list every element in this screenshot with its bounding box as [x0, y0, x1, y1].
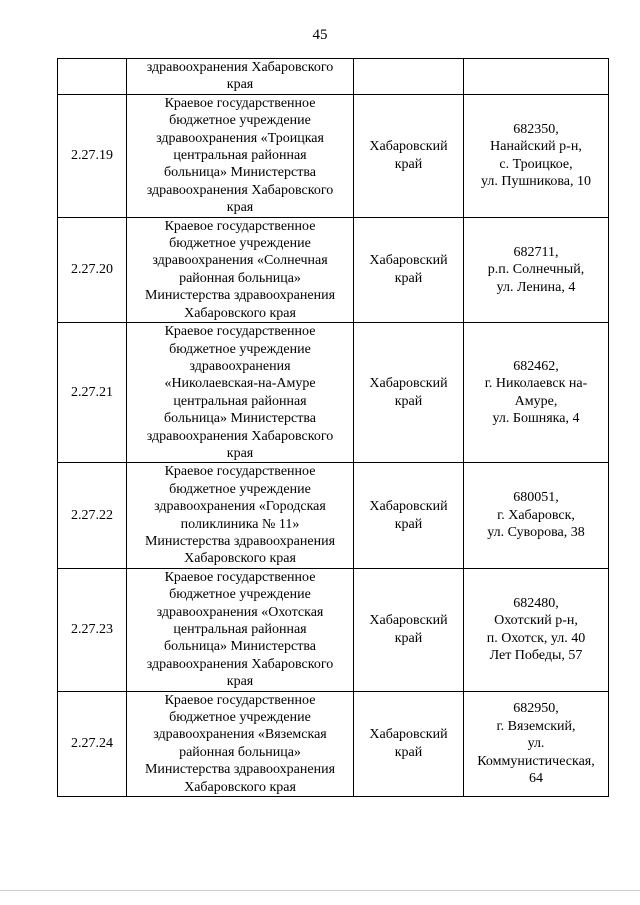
address-line: Нанайский р-н, — [490, 139, 582, 155]
region-line: Хабаровский — [369, 499, 448, 515]
institution-name-line: центральная районная — [173, 393, 307, 409]
region-cell — [354, 568, 464, 691]
address-line: ул. Бошняка, 4 — [492, 411, 580, 427]
region-line: край — [394, 270, 423, 286]
region-cell — [354, 323, 464, 463]
address-line: ул. Ленина, 4 — [496, 279, 576, 295]
region-line: Хабаровский — [369, 139, 448, 155]
institution-name-line: Министерства здравоохранения — [144, 762, 336, 778]
row-number: 2.27.23 — [58, 568, 127, 691]
region-line: край — [394, 630, 423, 646]
address-line: 64 — [529, 770, 543, 786]
institutions-table — [57, 58, 609, 797]
institution-name-line: поликлиника № 11» — [180, 516, 300, 532]
institution-name-line: края — [226, 445, 254, 461]
institution-name-line: Хабаровского края — [184, 305, 296, 321]
table-body — [58, 59, 609, 797]
institution-name-cell — [127, 94, 354, 217]
address-line: г. Хабаровск, — [497, 507, 575, 523]
region-line: край — [394, 393, 423, 409]
institution-name-line: Министерства здравоохранения — [144, 288, 336, 304]
table-row — [58, 94, 609, 217]
table-row — [58, 323, 609, 463]
institution-name-line: здравоохранения Хабаровского — [146, 60, 334, 75]
region-cell — [354, 217, 464, 322]
institution-name-line: районная больница» — [179, 744, 301, 760]
institution-name-line: Хабаровского края — [184, 551, 296, 567]
institution-name-line: здравоохранения «Охотская — [156, 604, 324, 620]
institution-name-line: Краевое государственное — [164, 95, 316, 111]
address-line: ул. Пушникова, 10 — [481, 174, 591, 190]
institution-name-cell — [127, 463, 354, 568]
institution-name-line: Краевое государственное — [164, 464, 316, 480]
address-cell — [464, 217, 609, 322]
institution-name-cell — [127, 217, 354, 322]
region-line: Хабаровский — [369, 613, 448, 629]
region-line: край — [394, 516, 423, 532]
row-number: 2.27.24 — [58, 691, 127, 796]
region-line: Хабаровский — [369, 376, 448, 392]
institution-name-line: здравоохранения Хабаровского — [146, 182, 334, 198]
region-line: край — [394, 156, 423, 172]
table-row — [58, 568, 609, 691]
institution-name-line: бюджетное учреждение — [169, 710, 311, 726]
institution-name-line: бюджетное учреждение — [169, 481, 311, 497]
institution-name-line: больница» Министерства — [164, 639, 316, 655]
region-cell — [354, 463, 464, 568]
row-number — [58, 59, 127, 95]
row-number: 2.27.20 — [58, 217, 127, 322]
address-line: Охотский р-н, — [494, 613, 578, 629]
region-line: край — [394, 744, 423, 760]
institution-name-line: «Николаевская-на-Амуре — [164, 376, 316, 392]
institution-name-cell — [127, 323, 354, 463]
table-row — [58, 463, 609, 568]
address-cell — [464, 568, 609, 691]
institution-name-line: Краевое государственное — [164, 324, 316, 340]
address-line: ул. — [527, 736, 545, 752]
address-cell — [464, 59, 609, 95]
row-number: 2.27.19 — [58, 94, 127, 217]
institution-name-line: больница» Министерства — [164, 411, 316, 427]
address-line: г. Николаевск на- — [484, 376, 588, 392]
address-cell — [464, 463, 609, 568]
address-cell — [464, 691, 609, 796]
address-line: ул. Суворова, 38 — [487, 525, 585, 541]
address-line: 682950, — [513, 701, 559, 717]
address-line: п. Охотск, ул. 40 — [486, 630, 586, 646]
address-line: Коммунистическая, — [477, 753, 595, 769]
table-row — [58, 691, 609, 796]
institution-name-line: бюджетное учреждение — [169, 236, 311, 252]
institution-name-line: центральная районная — [173, 148, 307, 164]
institution-name-line: здравоохранения Хабаровского — [146, 656, 334, 672]
institution-name-line: бюджетное учреждение — [169, 587, 311, 603]
region-line: Хабаровский — [369, 253, 448, 269]
institution-name-line: здравоохранения «Троицкая — [156, 130, 324, 146]
region-cell — [354, 691, 464, 796]
address-cell — [464, 94, 609, 217]
address-line: Амуре, — [514, 393, 558, 409]
address-line: 682480, — [513, 595, 559, 611]
institution-name-line: края — [226, 200, 254, 216]
institution-name-line: центральная районная — [173, 622, 307, 637]
address-line: с. Троицкое, — [499, 156, 573, 172]
institution-name-line: края — [226, 674, 254, 690]
region-cell — [354, 94, 464, 217]
table-row — [58, 59, 609, 95]
institution-name-cell — [127, 691, 354, 796]
address-line: р.п. Солнечный, — [487, 262, 585, 278]
institution-name-line: здравоохранения «Городская — [154, 499, 326, 515]
institution-name-line: Краевое государственное — [164, 218, 316, 234]
institution-name-line: Краевое государственное — [164, 569, 316, 585]
institution-name-line: здравоохранения «Вяземская — [153, 727, 327, 743]
institution-name-cell — [127, 568, 354, 691]
address-line: 682462, — [513, 358, 559, 374]
page-number: 45 — [312, 27, 328, 43]
scan-edge-divider — [0, 890, 640, 891]
row-number: 2.27.21 — [58, 323, 127, 463]
institution-name-line: здравоохранения — [189, 358, 291, 374]
institution-name-line: больница» Министерства — [164, 165, 316, 181]
institution-name-cell — [127, 59, 354, 95]
institution-name-line: здравоохранения Хабаровского — [146, 428, 334, 444]
region-line: Хабаровский — [369, 727, 448, 743]
table-row — [58, 217, 609, 322]
institution-name-line: районная больница» — [179, 270, 301, 286]
row-number: 2.27.22 — [58, 463, 127, 568]
institution-name-line: края — [226, 77, 254, 93]
institution-name-line: Министерства здравоохранения — [144, 533, 336, 549]
address-line: г. Вяземский, — [496, 718, 576, 734]
address-line: 682350, — [513, 121, 559, 137]
address-line: Лет Победы, 57 — [489, 648, 583, 664]
institution-name-line: здравоохранения «Солнечная — [152, 253, 328, 269]
institution-name-line: бюджетное учреждение — [169, 113, 311, 129]
institution-name-line: бюджетное учреждение — [169, 341, 311, 357]
institution-name-line: Хабаровского края — [184, 779, 296, 795]
address-line: 682711, — [513, 244, 559, 260]
institution-name-line: Краевое государственное — [164, 692, 316, 708]
address-line: 680051, — [513, 490, 559, 506]
region-cell — [354, 59, 464, 95]
address-cell — [464, 323, 609, 463]
